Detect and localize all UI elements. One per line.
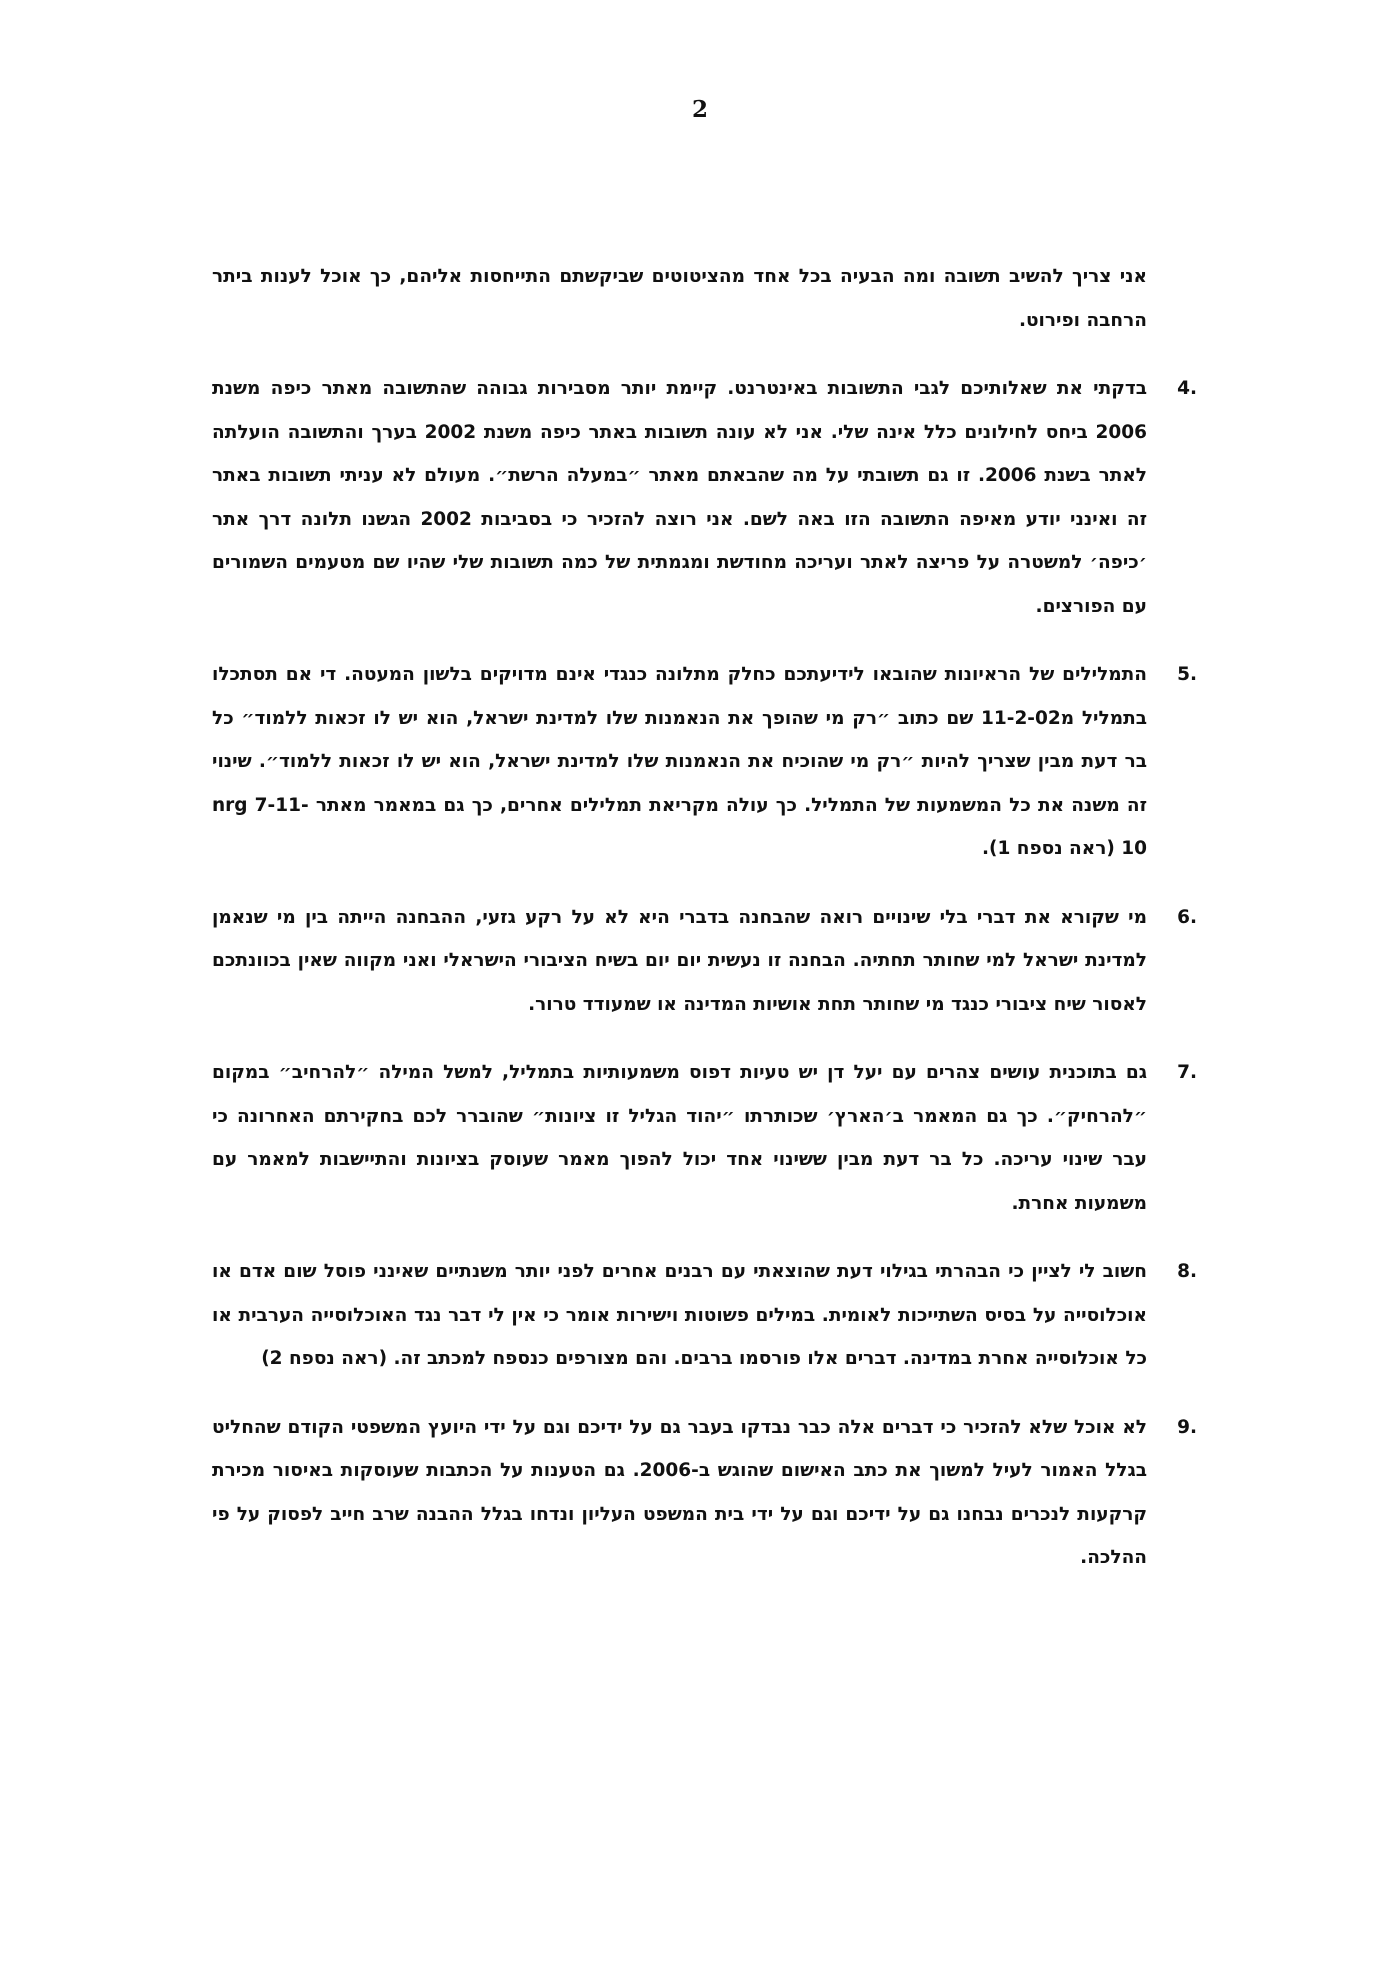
item-number: 6. — [1177, 906, 1197, 928]
item-number: 8. — [1177, 1261, 1197, 1282]
item-text: התמלילים של הראיונות שהובאו לידיעתכם כחלק מתלונה כנגדי אינם מדויקים בלשון המעטה. די אם תסתכלו בתמליל מ11-2-02 שם כתוב ״רק מי שהופך את הנאמנות שלו למדינת ישראל, הוא יש לו זכאות ללמוד״ כל בר דעת מבין שצריך להיות ״רק מי שהוכיח את הנאמנות שלו למדינת ישראל, הוא יש לו זכאות ללמוד״. שינוי זה משנה את כל המשמעות של התמליל. כך עולה מקריאת תמלילים אחרים, כך גם במאמר מאתר nrg 7-11-10 (ראה נספח 1). — [212, 664, 1147, 859]
item-number: 4. — [1177, 378, 1197, 399]
item-text: מי שקורא את דברי בלי שינויים רואה שהבחנה בדברי היא לא על רקע גזעי, ההבחנה הייתה בין מי שנאמן למדינת ישראל למי שחותר תחתיה. הבחנה זו נעשית יום יום בשיח הציבורי הישראלי ואני מקווה שאין בכוונתכם לאסור שיח ציבורי כנגד מי שחותר תחת אושיות המדינה או שמעודד טרור. — [212, 906, 1147, 1015]
item-text: חשוב לי לציין כי הבהרתי בגילוי דעת שהוצאתי עם רבנים אחרים לפני יותר משנתיים שאינני פוסל שום אדם או אוכלוסייה על בסיס השתייכות לאומית. במילים פשוטות וישירות אומר כי אין לי דבר נגד האוכלוסייה הערבית או כל אוכלוסייה אחרת במדינה. דברים אלו פורסמו ברבים. והם מצורפים כנספח למכתב זה. (ראה נספח 2) — [212, 1261, 1147, 1369]
item-text: גם בתוכנית עושים צהרים עם יעל דן יש טעיות דפוס משמעותיות בתמליל, למשל המילה ״להרחיב״ במקום ״להרחיק״. כך גם המאמר ב׳הארץ׳ שכותרתו ״יהוד הגליל זו ציונות״ שהוברר לכם בחקירתם האחרונה כי עבר שינוי עריכה. כל בר דעת מבין ששינוי אחד יכול להפוך מאמר שעוסק בציונות והתיישבות למאמר עם משמעות אחרת. — [212, 1062, 1147, 1214]
list-item-9 — [212, 1406, 1197, 1580]
letter-body — [212, 255, 1197, 1605]
page-number: 2 — [691, 96, 708, 123]
list-item-8 — [212, 1250, 1197, 1381]
list-item-7 — [212, 1051, 1197, 1225]
list-item-4 — [212, 367, 1197, 628]
intro-paragraph: אני צריך להשיב תשובה ומה הבעיה בכל אחד מהציטוטים שביקשתם התייחסות אליהם, כך אוכל לענות ביתר הרחבה ופירוט. — [212, 266, 1147, 331]
item-text: בדקתי את שאלותיכם לגבי התשובות באינטרנט. קיימת יותר מסבירות גבוהה שהתשובה מאתר כיפה משנת 2006 ביחס לחילונים כלל אינה שלי. אני לא עונה תשובות באתר כיפה משנת 2002 בערך והתשובה הועלתה לאתר בשנת 2006. זו גם תשובתי על מה שהבאתם מאתר ״במעלה הרשת״. מעולם לא עניתי תשובות באתר זה ואינני יודע מאיפה התשובה הזו באה לשם. אני רוצה להזכיר כי בסביבות 2002 הגשנו תלונה דרך אתר ׳כיפה׳ למשטרה על פריצה לאתר ועריכה מחודשת ומגמתית של כמה תשובות שלי שהיו שם מטעמים השמורים עם הפורצים. — [212, 378, 1148, 617]
list-item-5 — [212, 653, 1197, 871]
item-number: 9. — [1177, 1416, 1197, 1438]
list-item-6 — [212, 896, 1197, 1027]
item-number: 7. — [1177, 1062, 1197, 1083]
item-text: לא אוכל שלא להזכיר כי דברים אלה כבר נבדקו בעבר גם על ידיכם וגם על ידי היועץ המשפטי הקודם שהחליט בגלל האמור לעיל למשוך את כתב האישום שהוגש ב-2006. גם הטענות על הכתבות שעוסקות באיסור מכירת קרקעות לנכרים נבחנו גם על ידיכם וגם על ידי בית המשפט העליון ונדחו בגלל ההבנה שרב חייב לפסוק על פי ההלכה. — [212, 1416, 1147, 1568]
numbered-list — [212, 367, 1197, 1580]
item-number: 5. — [1177, 664, 1197, 685]
